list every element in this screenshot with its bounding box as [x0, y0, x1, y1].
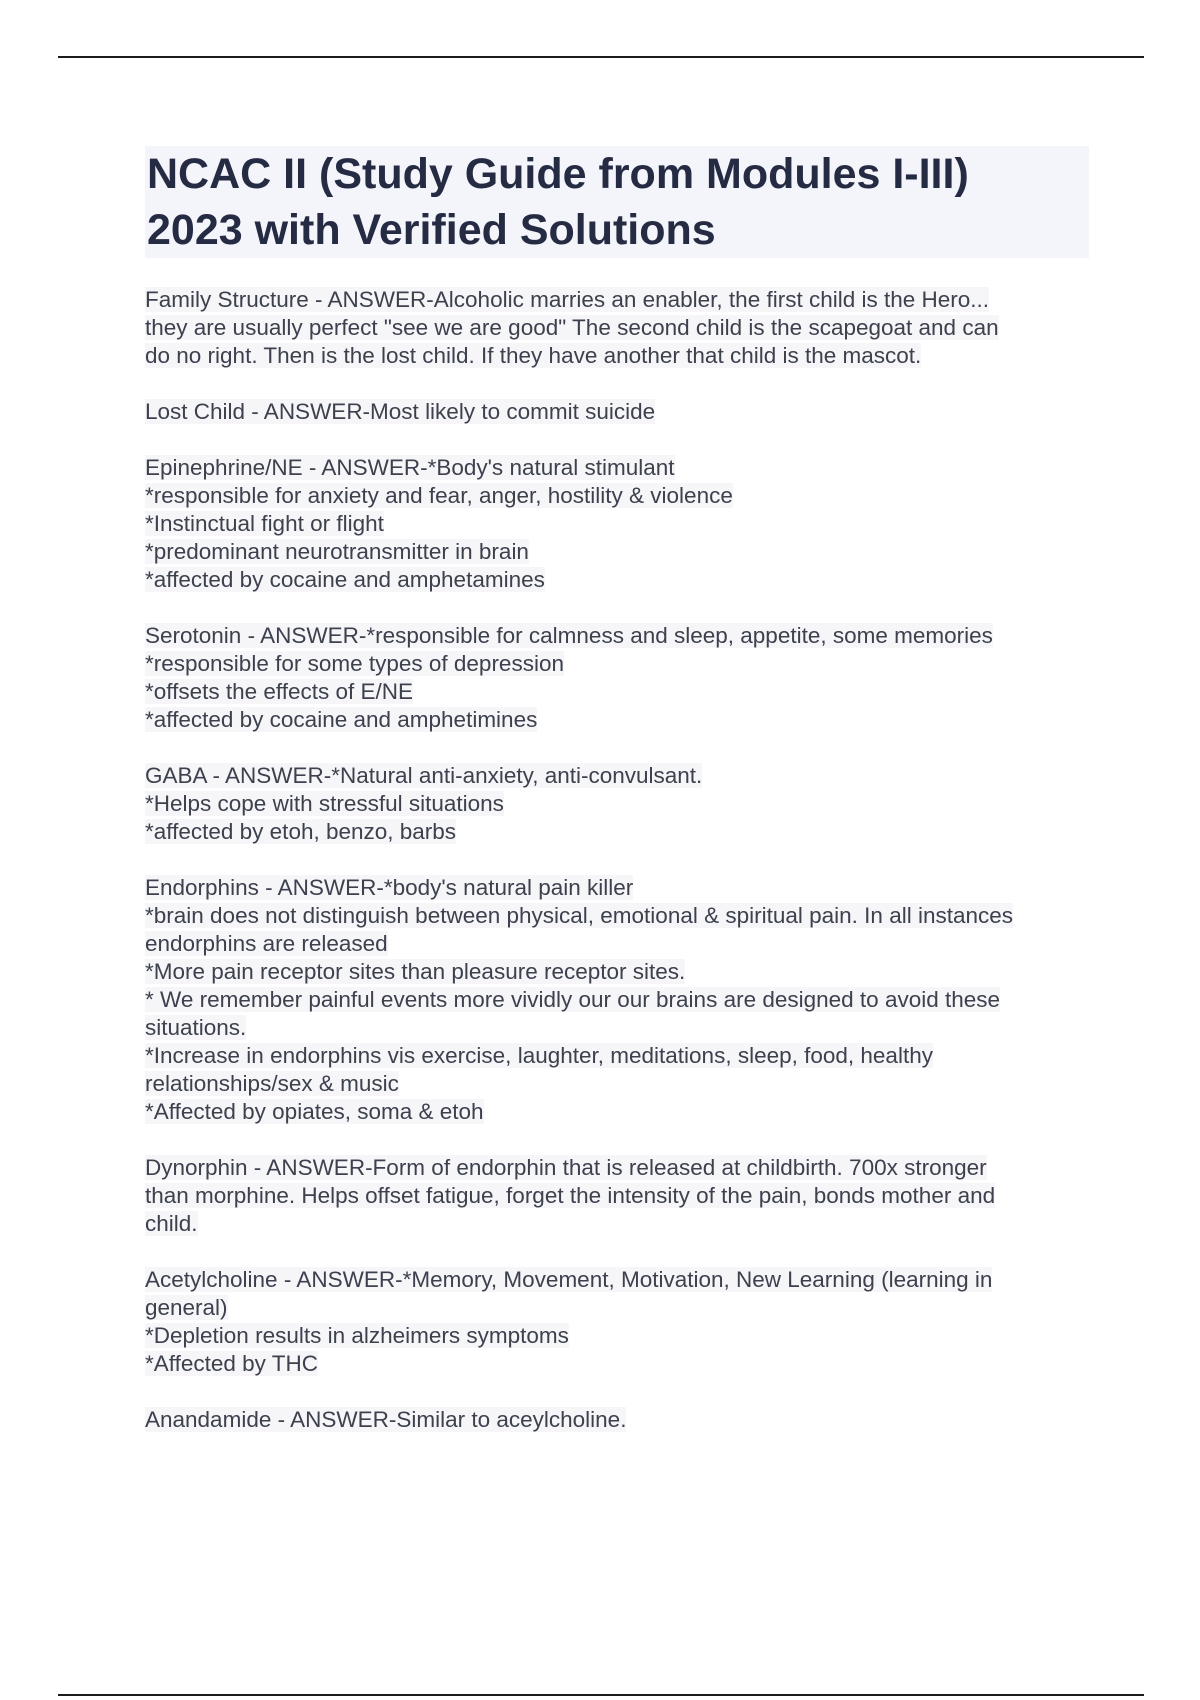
entry-line: *Increase in endorphins vis exercise, laughter, meditations, sleep, food, healthy	[145, 1043, 933, 1068]
entry-line: *Depletion results in alzheimers symptoms	[145, 1323, 569, 1348]
qa-entry	[145, 454, 1075, 594]
qa-entry	[145, 874, 1075, 1126]
entry-line: Dynorphin - ANSWER-Form of endorphin that is released at childbirth. 700x stronger	[145, 1155, 987, 1180]
top-divider	[58, 56, 1144, 58]
entry-line: Acetylcholine - ANSWER-*Memory, Movement, Motivation, New Learning (learning in	[145, 1267, 993, 1292]
title-line-2: 2023 with Verified Solutions	[147, 206, 716, 254]
entry-line: endorphins are released	[145, 931, 388, 956]
entry-line: *Helps cope with stressful situations	[145, 791, 504, 816]
entry-line: *offsets the effects of E/NE	[145, 679, 414, 704]
entry-line: *Affected by THC	[145, 1351, 319, 1376]
entry-line: * We remember painful events more vividly our our brains are designed to avoid these	[145, 987, 1001, 1012]
document-title	[145, 146, 1089, 258]
entry-line: relationships/sex & music	[145, 1071, 399, 1096]
entry-line: Endorphins - ANSWER-*body's natural pain killer	[145, 875, 634, 900]
entry-line: than morphine. Helps offset fatigue, forget the intensity of the pain, bonds mother and	[145, 1183, 996, 1208]
entry-line: *Instinctual fight or flight	[145, 511, 384, 536]
qa-entry	[145, 398, 1075, 426]
entry-line: GABA - ANSWER-*Natural anti-anxiety, anti-convulsant.	[145, 763, 703, 788]
document-body	[145, 146, 1089, 1462]
qa-entries	[145, 286, 1089, 1434]
qa-entry	[145, 286, 1075, 370]
entry-line: do no right. Then is the lost child. If they have another that child is the mascot.	[145, 343, 922, 368]
entry-line: general)	[145, 1295, 228, 1320]
qa-entry	[145, 1154, 1075, 1238]
entry-line: Family Structure - ANSWER-Alcoholic marries an enabler, the first child is the Hero...	[145, 287, 990, 312]
entry-line: situations.	[145, 1015, 247, 1040]
entry-line: child.	[145, 1211, 198, 1236]
entry-line: *responsible for anxiety and fear, anger, hostility & violence	[145, 483, 733, 508]
entry-line: *affected by cocaine and amphetimines	[145, 707, 538, 732]
entry-line: *predominant neurotransmitter in brain	[145, 539, 529, 564]
entry-line: *affected by cocaine and amphetamines	[145, 567, 545, 592]
entry-line: *affected by etoh, benzo, barbs	[145, 819, 457, 844]
bottom-divider	[58, 1694, 1144, 1696]
qa-entry	[145, 1406, 1075, 1434]
entry-line: they are usually perfect "see we are good" The second child is the scapegoat and can	[145, 315, 999, 340]
entry-line: Serotonin - ANSWER-*responsible for calmness and sleep, appetite, some memories	[145, 623, 993, 648]
entry-line: *responsible for some types of depression	[145, 651, 564, 676]
entry-line: Lost Child - ANSWER-Most likely to commit suicide	[145, 399, 656, 424]
qa-entry	[145, 622, 1075, 734]
entry-line: Epinephrine/NE - ANSWER-*Body's natural stimulant	[145, 455, 675, 480]
qa-entry	[145, 1266, 1075, 1378]
entry-line: *More pain receptor sites than pleasure receptor sites.	[145, 959, 686, 984]
entry-line: Anandamide - ANSWER-Similar to aceylcholine.	[145, 1407, 627, 1432]
entry-line: *Affected by opiates, soma & etoh	[145, 1099, 484, 1124]
entry-line: *brain does not distinguish between physical, emotional & spiritual pain. In all instances	[145, 903, 1014, 928]
title-line-1: NCAC II (Study Guide from Modules I-III)	[147, 150, 969, 198]
qa-entry	[145, 762, 1075, 846]
